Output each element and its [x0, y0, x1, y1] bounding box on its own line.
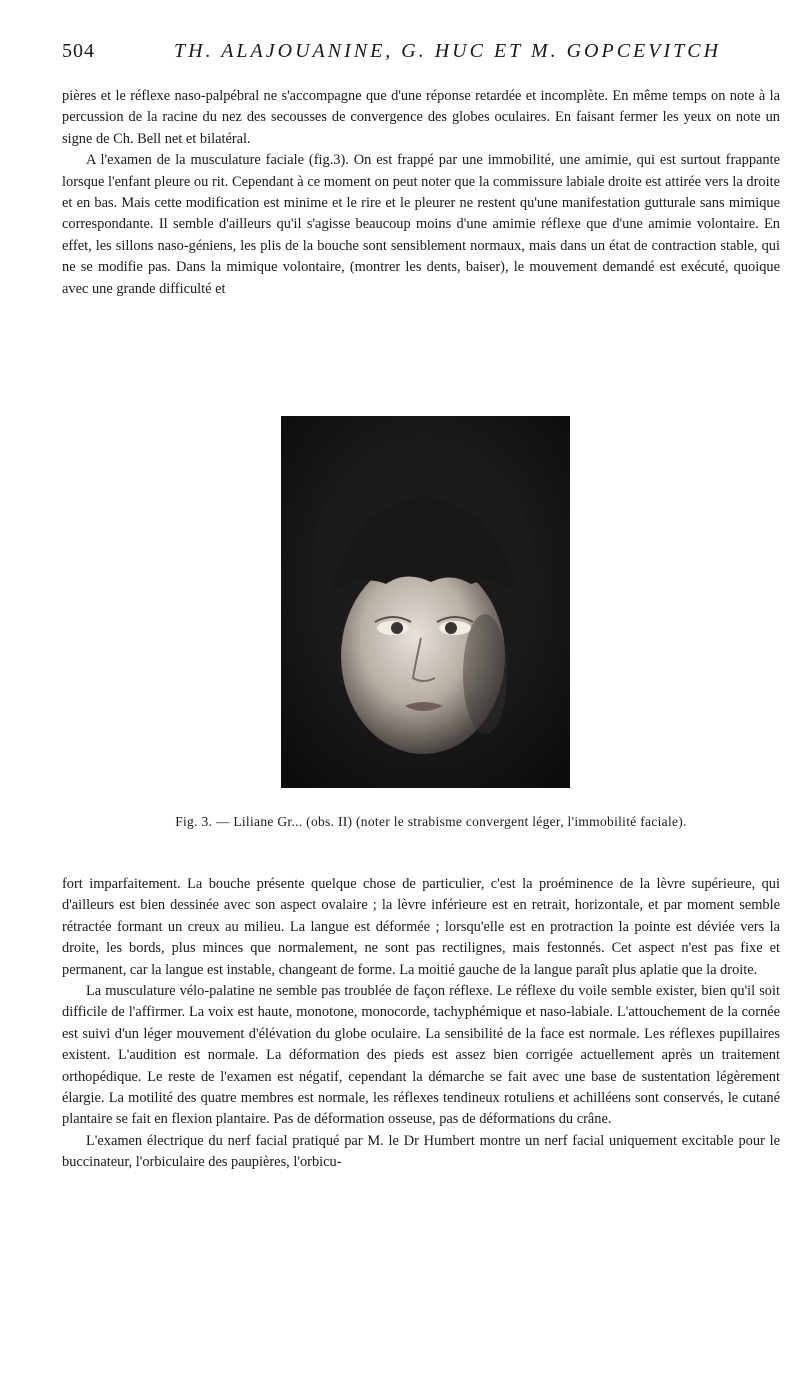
paragraph: A l'examen de la musculature faciale (fig.3). On est frappé par une immobilité, une amimie, qui est surtout frappante lorsque l'enfant pleure ou rit. Cependant à ce moment on peut noter que la commissure labiale droite est attirée vers la droite et en bas. Mais cette modification est minime et le rire et le pleurer ne restent qu'une manifestation gutturale sans mimique correspondante. Il semble d'ailleurs qu'il s'agisse beaucoup moins d'une amimie réflexe que d'une amimie volontaire. En effet, les sillons naso-géniens, les plis de la bouche sont sensiblement normaux, mais dans un état de contraction stable, qui ne se modifie pas. Dans la mimique volontaire, (montrer les dents, baiser), le mouvement demandé est exécuté, quoique avec une grande difficulté et — [62, 152, 780, 297]
paragraph: pières et le réflexe naso-palpébral ne s'accompagne que d'une réponse retardée et incomplète. En même temps on note à la percussion de la racine du nez des secousses de convergence des globes oculaires. En faisant fermer les yeux on note un signe de Ch. Bell net et bilatéral. — [62, 88, 780, 147]
figure-caption: Fig. 3. — Liliane Gr... (obs. II) (noter le strabisme convergent léger, l'immobilité faciale). — [175, 814, 687, 829]
body-text-bottom — [62, 874, 780, 1174]
running-title: TH. ALAJOUANINE, G. HUC ET M. GOPCEVITCH — [174, 40, 722, 62]
paragraph: fort imparfaitement. La bouche présente quelque chose de particulier, c'est la proéminence de la lèvre supérieure, qui d'ailleurs est bien dessinée avec son aspect ovalaire ; la lèvre inférieure est en retrait, horizontale, et par moment semble rétractée formant un creux au milieu. La langue est déformée ; lorsqu'elle est en protraction la pointe est déviée vers la droite, les bords, plus minces que normalement, ne sont pas rectilignes, mais festonnés. Cet aspect n'est pas fixe et permanent, car la langue est instable, changeant de forme. La moitié gauche de la langue paraît plus aplatie que la droite. — [62, 876, 780, 978]
paragraph: La musculature vélo-palatine ne semble pas troublée de façon réflexe. Le réflexe du voile semble exister, bien qu'il soit difficile de l'affirmer. La voix est haute, monotone, monocorde, tachyphémique et naso-labiale. L'attouchement de la cornée est suivi d'un léger mouvement d'élévation du globe oculaire. La sensibilité de la face est normale. Les réflexes pupillaires existent. L'audition est normale. La déformation des pieds est assez bien corrigée actuellement après un traitement orthopédique. Le reste de l'examen est négatif, cependant la démarche se fait avec une base de sustentation légèrement élargie. La motilité des quatre membres est normale, les réflexes tendineux rotuliens et achilléens sont conservés, le cutané plantaire se fait en flexion plantaire. Pas de déformation osseuse, pas de déformations du crâne. — [62, 983, 780, 1128]
paragraph: L'examen électrique du nerf facial pratiqué par M. le Dr Humbert montre un nerf facial uniquement excitable pour le buccinateur, l'orbiculaire des paupières, l'orbicu- — [62, 1132, 780, 1171]
child-face-photo — [281, 416, 570, 788]
page-number: 504 — [62, 40, 95, 62]
patient-photograph — [281, 416, 570, 788]
body-text-top — [62, 86, 780, 300]
